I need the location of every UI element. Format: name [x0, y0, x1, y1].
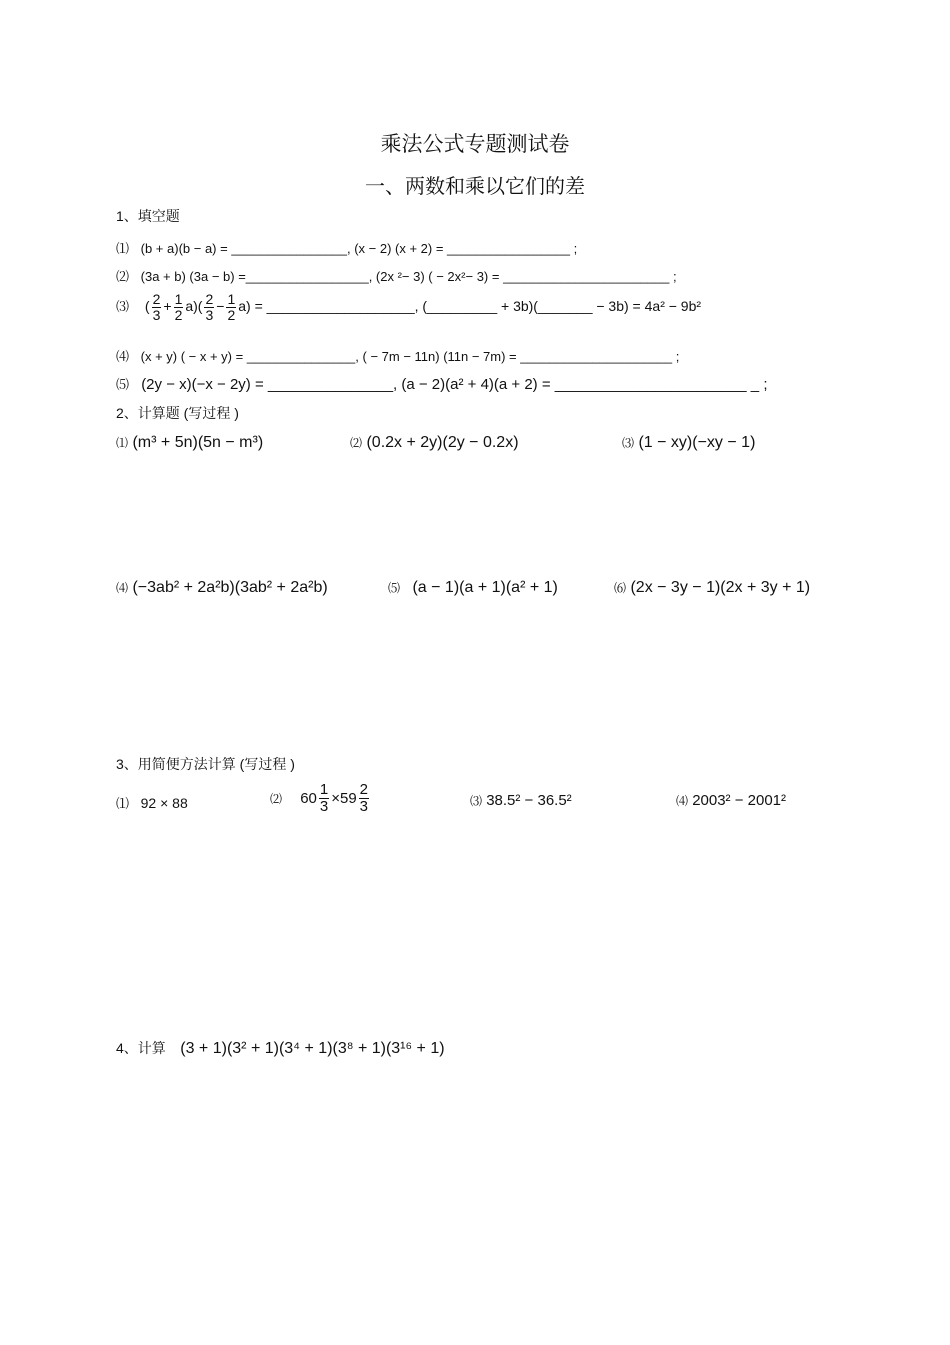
operator: +: [163, 297, 172, 314]
fraction: [152, 292, 162, 322]
simple-question-4: [676, 792, 786, 809]
question-number: ⑹: [614, 581, 627, 595]
simple-question-3: [470, 792, 572, 809]
question-text: (−3ab² + 2a²b)(3ab² + 2a²b): [132, 579, 328, 596]
question-number: ⑸: [116, 377, 130, 392]
expr-open: (: [144, 297, 150, 314]
calc-question-1: [116, 434, 263, 452]
question-number: ⑶: [116, 298, 130, 314]
question-text: 38.5² − 36.5²: [486, 792, 572, 809]
section-final-heading: 4、计算: [116, 1040, 166, 1056]
fill-question-4: [116, 346, 679, 365]
question-number: ⑵: [116, 269, 130, 284]
denominator: 3: [319, 797, 329, 815]
whole-number: 59: [339, 789, 357, 807]
question-number: ⑷: [116, 349, 130, 364]
question-text: (0.2x + 2y)(2y − 0.2x): [366, 434, 519, 451]
calc-question-6: [614, 579, 810, 597]
question-text: (b + a)(b − a) = ________________, (x − 2) (x + 2) = _________________ ;: [140, 241, 578, 256]
question-text: (2x − 3y − 1)(2x + 3y + 1): [630, 579, 811, 596]
denominator: 3: [359, 797, 369, 815]
question-text: (1 − xy)(−xy − 1): [638, 434, 756, 451]
fill-question-3: [116, 292, 701, 322]
section-simple-heading: 3、用简便方法计算 (写过程 ): [116, 756, 295, 772]
numerator: 1: [174, 291, 183, 307]
page-subtitle: 一、两数和乘以它们的差: [365, 174, 585, 198]
fraction: [226, 292, 236, 322]
question-text: (m³ + 5n)(5n − m³): [132, 434, 264, 451]
numerator: 2: [205, 291, 214, 307]
fraction: [204, 292, 214, 322]
section-calc-heading: 2、计算题 (写过程 ): [116, 405, 239, 421]
calc-question-3: [622, 434, 755, 452]
question-number: ⑶: [622, 436, 635, 450]
question-text: (2y − x)(−x − 2y) = _______________, (a − 2)(a² + 4)(a + 2) = _______________________ _ ;: [141, 376, 768, 393]
whole-number: 60: [300, 789, 317, 807]
question-number: ⑷: [676, 794, 689, 808]
denominator: 2: [227, 306, 236, 323]
fraction: [174, 292, 184, 322]
final-question: [116, 1038, 445, 1058]
expr-mid: a)(: [185, 297, 203, 314]
question-text: (3a + b) (3a − b) =_________________, (2x ²− 3) ( − 2x²− 3) = _______________________ ;: [140, 269, 677, 284]
fraction: [319, 782, 329, 815]
calc-question-2: [350, 434, 519, 452]
question-number: ⑷: [116, 581, 129, 595]
calc-question-4: [116, 579, 328, 597]
numerator: 2: [359, 781, 369, 798]
denominator: 2: [174, 306, 183, 323]
question-number: ⑴: [116, 796, 130, 811]
page-title: 乘法公式专题测试卷: [380, 132, 570, 156]
numerator: 1: [319, 781, 329, 798]
simple-question-1: [116, 793, 188, 812]
question-text: (3 + 1)(3² + 1)(3⁴ + 1)(3⁸ + 1)(3¹⁶ + 1): [180, 1040, 445, 1057]
fill-question-5: [116, 374, 767, 393]
denominator: 3: [205, 306, 214, 323]
question-text: (a − 1)(a + 1)(a² + 1): [412, 579, 558, 596]
question-text: 92 × 88: [140, 795, 188, 811]
numerator: 1: [227, 291, 236, 307]
question-number: ⑵: [350, 436, 363, 450]
question-number: ⑴: [116, 241, 130, 256]
operator: −: [216, 297, 225, 314]
denominator: 3: [152, 306, 161, 323]
question-number: ⑸: [388, 581, 401, 595]
calc-question-5: [388, 579, 558, 597]
fraction: [359, 782, 369, 815]
numerator: 2: [152, 291, 161, 307]
question-text: 2003² − 2001²: [692, 792, 787, 809]
fill-question-2: [116, 266, 677, 285]
question-text: (x + y) ( − x + y) = _______________, ( − 7m − 11n) (11n − 7m) = _____________________ ;: [140, 349, 680, 364]
operator: ×: [331, 789, 340, 807]
fill-question-1: [116, 238, 577, 257]
simple-question-2: [270, 782, 371, 815]
question-number: ⑵: [270, 791, 283, 806]
question-number: ⑴: [116, 436, 129, 450]
question-number: ⑶: [470, 794, 483, 808]
expr-rest: a) = ___________________, (_________ + 3b)(_______ − 3b) = 4a² − 9b²: [238, 297, 702, 314]
section-fill-heading: 1、填空题: [116, 208, 180, 224]
